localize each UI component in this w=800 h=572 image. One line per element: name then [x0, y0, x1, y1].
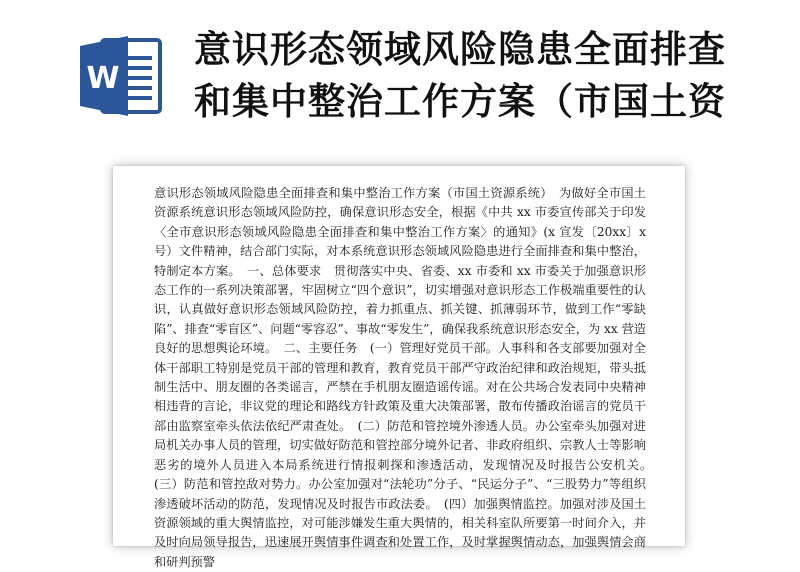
- word-document-icon: [76, 30, 168, 122]
- document-body-text: 意识形态领域风险隐患全面排查和集中整治工作方案（市国土资源系统） 为做好全市国土资源系统意识形态领域风险防控，确保意识形态安全，根据《中共 xx 市委宣传部关于印发〈全市意识形态领域风险隐患全面排查和集中整治工作方案〉的通知》(x 宣发〔20xx〕x 号）文件精神，结合部门实际，对本系统意识形态领域风险隐患进行全面排查和集中整治，特制定本方案。 一、总体要求 贯彻落实中央、省委、xx 市委和 xx 市委关于加强意识形态工作的一系列决策部署，牢固树立“四个意识”，切实增强对意识形态工作极端重要性的认识，认真做好意识形态领域风险防控，着力抓重点、抓关键、抓薄弱环节，做到工作“零缺陷”、排查“零盲区”、问题“零容忍”、事故“零发生”，确保我系统意识形态安全，为 xx 营造良好的思想舆论环境。 二、主要任务 (一）管理好党员干部。人事科和各支部要加强对全体干部职工特别是党员干部的管理和教育，教育党员干部严守政治纪律和政治规矩，带头抵制生活中、朋友圈的各类谣言，严禁在手机朋友圈造谣传谣。对在公共场合发表同中央精神相违背的言论，非议党的理论和路线方针政策及重大决策部署，散布传播政治谣言的党员干部由监察室牵头依法依纪严肃查处。 (二）防范和管控境外渗透人员。办公室牵头加强对进局机关办事人员的管理，切实做好防范和管控部分境外记者、非政府组织、宗教人士等影响恶劣的境外人员进入本局系统进行情报刺探和渗透活动，发现情况及时报告公安机关。 (三）防范和管控敌对势力。办公室加强对“法轮功”分子、“民运分子”、“三股势力”等组织渗透破坏活动的防范，发现情况及时报告市政法委。 (四）加强舆情监控。加强对涉及国土资源领域的重大舆情监控，对可能涉嫌发生重大舆情的，相关科室队所要第一时间介入，并及时向局领导报告，迅速展开舆情事件调查和处置工作，及时掌握舆情动态，加强舆情会商和研判预警: [154, 186, 659, 569]
- word-letter: W: [86, 61, 120, 96]
- preview-header: [0, 0, 800, 160]
- document-page: [113, 166, 685, 569]
- document-title: [194, 24, 784, 128]
- document-title-line-1: 意识形态领域风险隐患全面排查: [194, 28, 726, 71]
- document-title-line-2: 和集中整治工作方案（市国土资: [194, 80, 726, 123]
